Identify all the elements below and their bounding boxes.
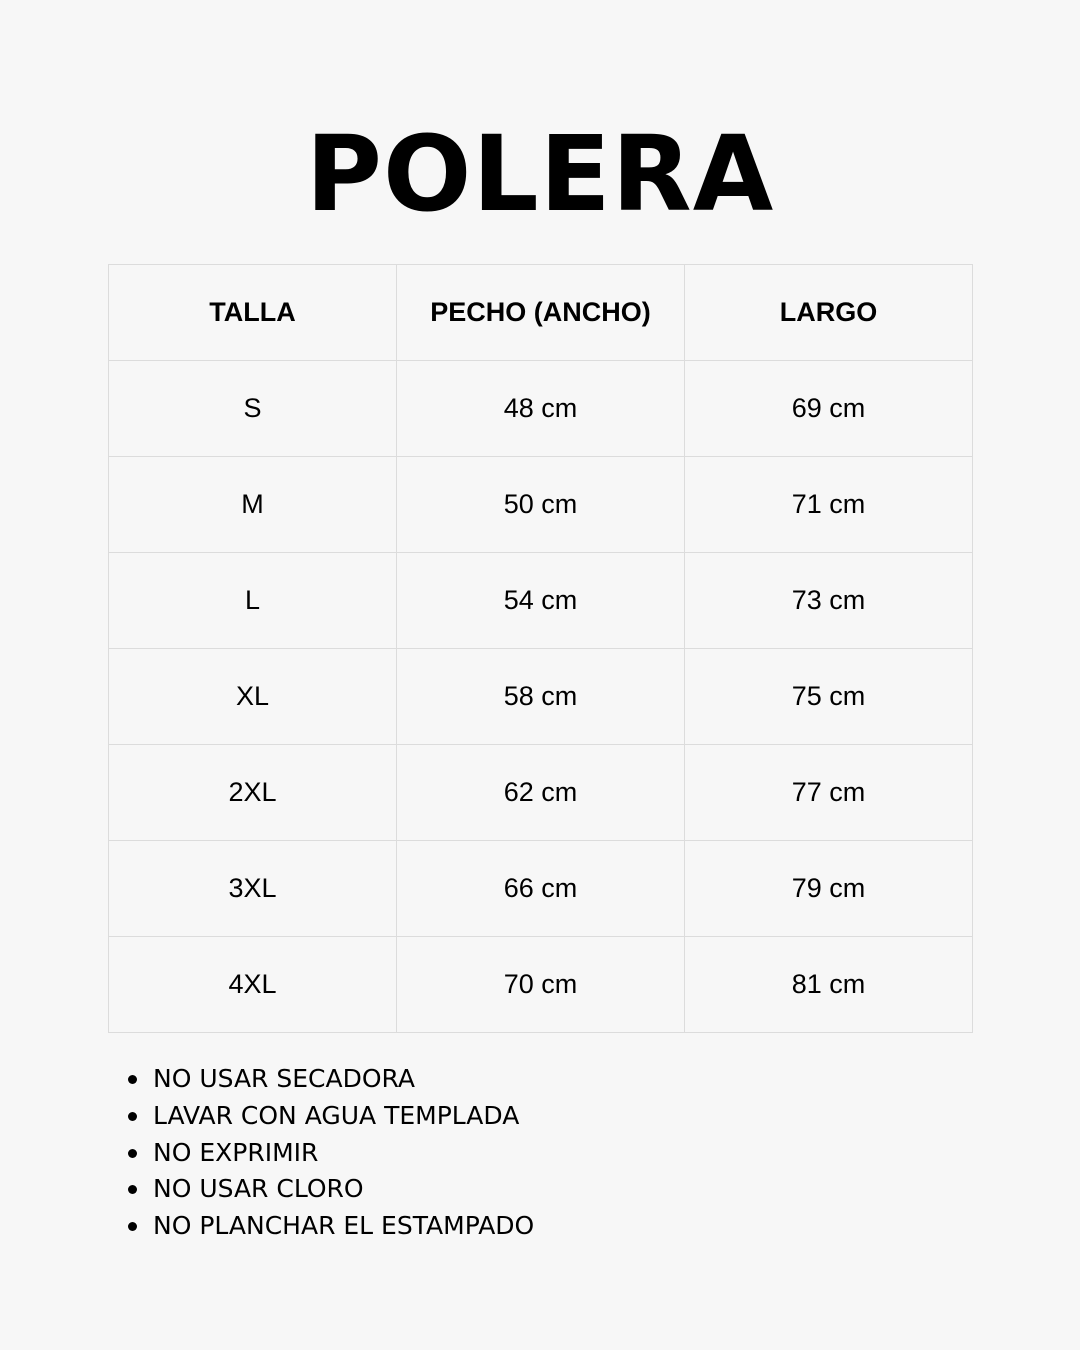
cell-pecho: 58 cm	[397, 649, 685, 745]
cell-talla: 2XL	[109, 745, 397, 841]
bullet-icon	[128, 1075, 137, 1084]
table-row	[109, 937, 973, 1033]
cell-pecho: 50 cm	[397, 457, 685, 553]
list-item	[128, 1098, 534, 1135]
table-row	[109, 649, 973, 745]
table-row	[109, 745, 973, 841]
cell-largo: 71 cm	[685, 457, 973, 553]
bullet-icon	[128, 1112, 137, 1121]
care-instructions-list	[128, 1061, 534, 1245]
bullet-icon	[128, 1149, 137, 1158]
list-item-label: NO EXPRIMIR	[153, 1137, 319, 1167]
page-title: POLERA	[305, 113, 775, 235]
cell-talla: XL	[109, 649, 397, 745]
table-row	[109, 361, 973, 457]
bullet-icon	[128, 1222, 137, 1231]
list-item	[128, 1061, 534, 1098]
list-item	[128, 1208, 534, 1245]
list-item-label: NO PLANCHAR EL ESTAMPADO	[153, 1211, 535, 1241]
cell-largo: 75 cm	[685, 649, 973, 745]
cell-largo: 79 cm	[685, 841, 973, 937]
header-talla: TALLA	[109, 265, 397, 361]
table-header-row	[109, 265, 973, 361]
table-row	[109, 841, 973, 937]
cell-talla: M	[109, 457, 397, 553]
list-item-label: NO USAR CLORO	[153, 1174, 364, 1204]
table-row	[109, 553, 973, 649]
cell-largo: 77 cm	[685, 745, 973, 841]
cell-pecho: 70 cm	[397, 937, 685, 1033]
bullet-icon	[128, 1185, 137, 1194]
cell-largo: 81 cm	[685, 937, 973, 1033]
list-item	[128, 1135, 534, 1172]
cell-largo: 73 cm	[685, 553, 973, 649]
size-table	[108, 264, 973, 1033]
cell-talla: L	[109, 553, 397, 649]
cell-largo: 69 cm	[685, 361, 973, 457]
cell-pecho: 62 cm	[397, 745, 685, 841]
list-item-label: NO USAR SECADORA	[153, 1064, 415, 1093]
cell-pecho: 54 cm	[397, 553, 685, 649]
list-item	[128, 1171, 534, 1208]
cell-talla: 4XL	[109, 937, 397, 1033]
table-row	[109, 457, 973, 553]
cell-pecho: 48 cm	[397, 361, 685, 457]
cell-talla: 3XL	[109, 841, 397, 937]
header-largo: LARGO	[685, 265, 973, 361]
cell-pecho: 66 cm	[397, 841, 685, 937]
list-item-label: LAVAR CON AGUA TEMPLADA	[153, 1100, 520, 1130]
cell-talla: S	[109, 361, 397, 457]
header-pecho: PECHO (ANCHO)	[397, 265, 685, 361]
